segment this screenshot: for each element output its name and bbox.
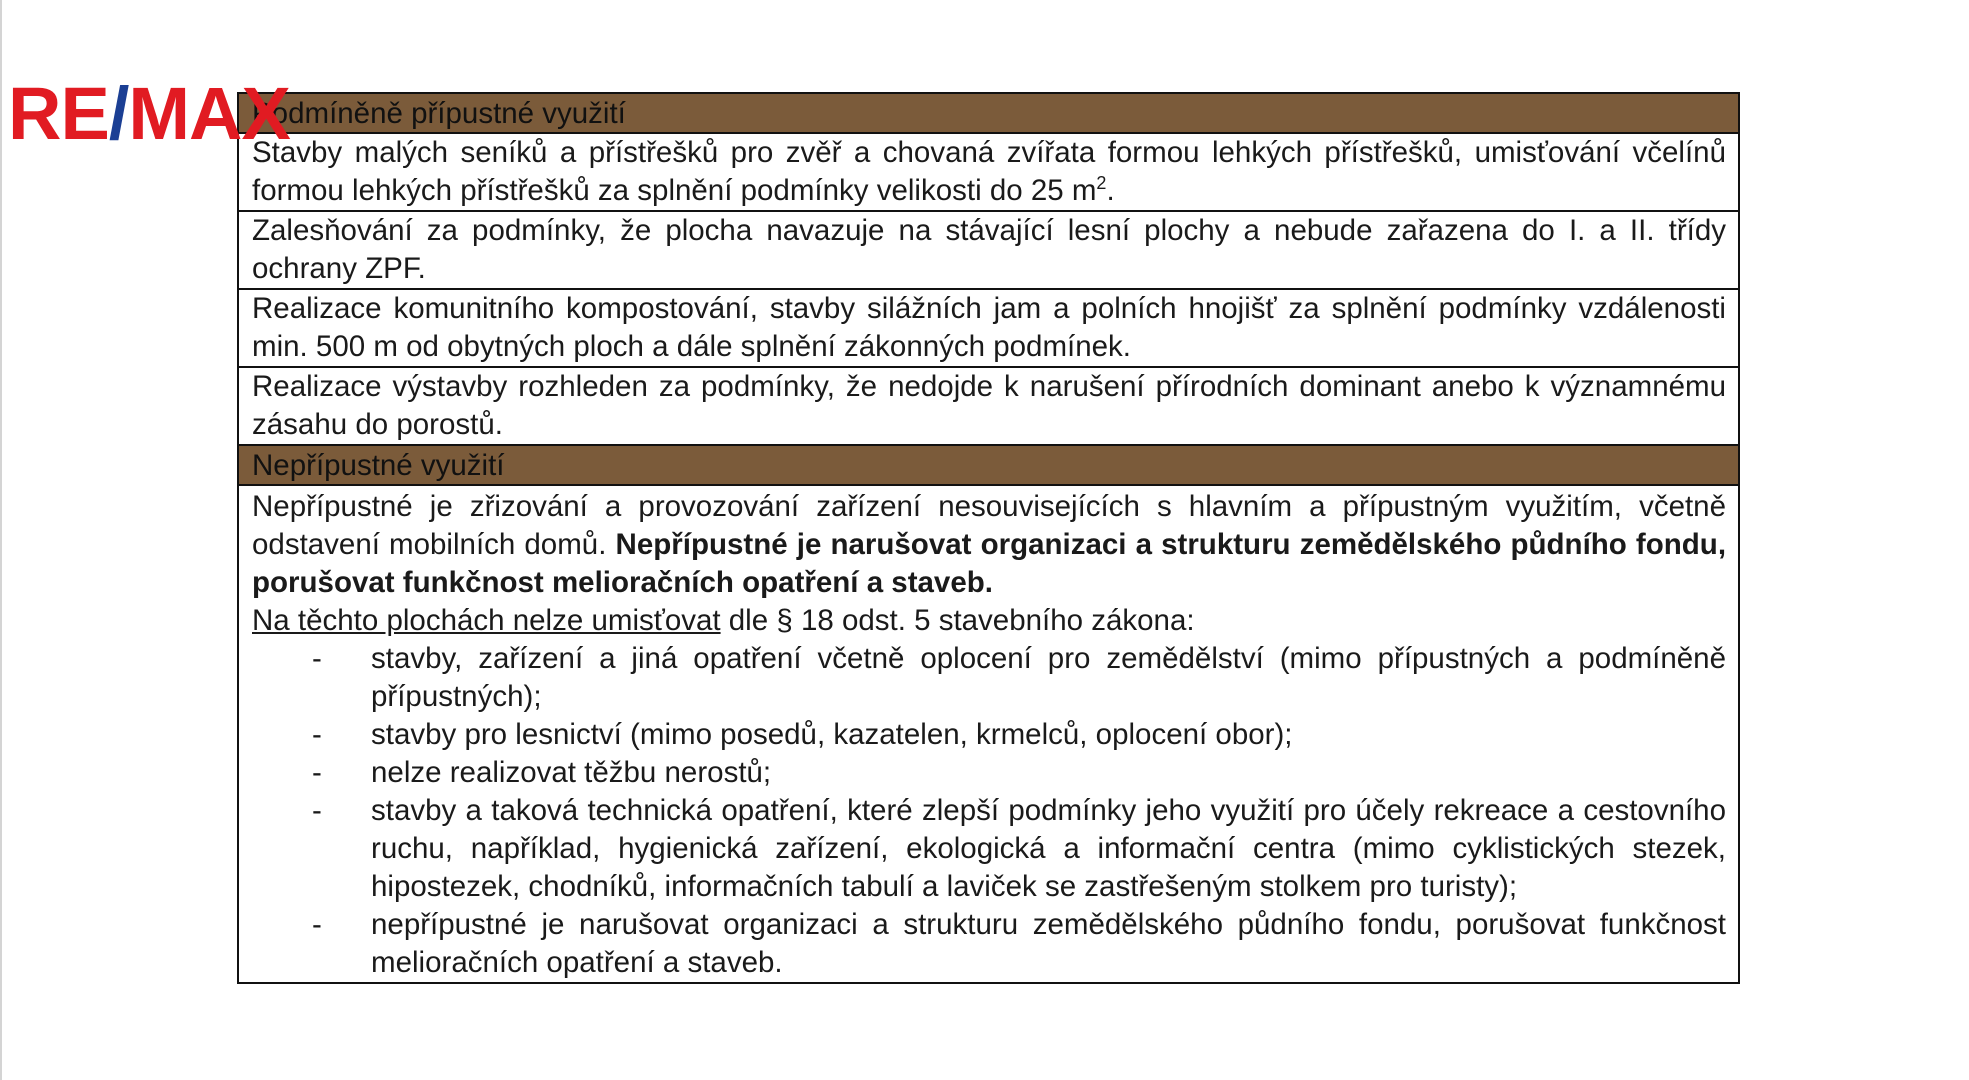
table-row	[239, 366, 1738, 444]
forbidden-list	[252, 640, 1726, 982]
row-text-main: Stavby malých seníků a přístřešků pro zvěř a chovaná zvířata formou lehkých přístřešků, umisťování včelínů formou lehkých přístřešků za splnění podmínky velikosti do 25 m	[252, 136, 1726, 207]
list-item-text: stavby, zařízení a jiná opatření včetně oplocení pro zemědělství (mimo přípustných a podmíněně přípustných);	[371, 642, 1726, 713]
row-text: Realizace výstavby rozhleden za podmínky, že nedojde k narušení přírodních dominant anebo k významnému zásahu do porostů.	[252, 370, 1726, 441]
row-text	[252, 134, 1726, 210]
logo-text-re: RE	[8, 72, 109, 155]
list-item	[252, 906, 1726, 982]
forbidden-intro-text: Nepřípustné je zřizování a provozování zařízení nesouvisejících s hlavním a přípustným využitím, včetně odstavení mobilních domů.	[252, 490, 1726, 561]
section-header-forbidden-label: Nepřípustné využití	[252, 449, 505, 482]
forbidden-intro	[252, 488, 1726, 602]
logo-slash: /	[108, 72, 129, 155]
table-row	[239, 210, 1738, 288]
dash-bullet: -	[312, 756, 322, 789]
dash-bullet: -	[312, 718, 322, 751]
logo-text-max: MAX	[128, 72, 290, 155]
list-item-text: nelze realizovat těžbu nerostů;	[371, 756, 772, 789]
row-text-end: .	[1106, 174, 1115, 207]
forbidden-content	[239, 484, 1738, 982]
regulation-table	[237, 92, 1740, 984]
dash-bullet: -	[312, 642, 322, 675]
list-item	[252, 792, 1726, 906]
section-header-forbidden	[239, 444, 1738, 484]
list-item-text: nepřípustné je narušovat organizaci a strukturu zemědělského půdního fondu, porušovat funkčnost melioračních opatření a staveb.	[371, 908, 1726, 979]
list-item	[252, 754, 1726, 792]
remax-logo	[8, 72, 290, 155]
list-item-text: stavby a taková technická opatření, které zlepší podmínky jeho využití pro účely rekreace a cestovního ruchu, například, hygienická zařízení, ekologická a informační centra (mimo cyklistických stezek, hipostezek, chodníků, informačních tabulí a laviček se zastřešeným stolkem pro turisty);	[371, 794, 1726, 903]
law-reference	[252, 602, 1726, 640]
list-item-text: stavby pro lesnictví (mimo posedů, kazatelen, krmelců, oplocení obor);	[371, 718, 1293, 751]
forbidden-intro-bold: Nepřípustné je narušovat organizaci a strukturu zemědělského půdního fondu, porušovat funkčnost melioračních opatření a staveb.	[252, 528, 1727, 599]
row-text: Zalesňování za podmínky, že plocha navazuje na stávající lesní plochy a nebude zařazena do I. a II. třídy ochrany ZPF.	[252, 214, 1726, 285]
dash-bullet: -	[312, 908, 322, 941]
law-reference-rest: dle § 18 odst. 5 stavebního zákona:	[720, 604, 1195, 637]
section-header-conditional-label: Podmíněně přípustné využití	[252, 97, 626, 130]
table-row	[239, 132, 1738, 210]
law-reference-underlined: Na těchto plochách nelze umisťovat	[252, 604, 721, 637]
row-text-superscript: 2	[1096, 173, 1107, 194]
dash-bullet: -	[312, 794, 322, 827]
list-item	[252, 716, 1726, 754]
page-left-border	[0, 0, 2, 1080]
list-item	[252, 640, 1726, 716]
section-header-conditional	[239, 94, 1738, 132]
table-row	[239, 288, 1738, 366]
row-text: Realizace komunitního kompostování, stavby silážních jam a polních hnojišť za splnění podmínky vzdálenosti min. 500 m od obytných ploch a dále splnění zákonných podmínek.	[252, 292, 1726, 363]
